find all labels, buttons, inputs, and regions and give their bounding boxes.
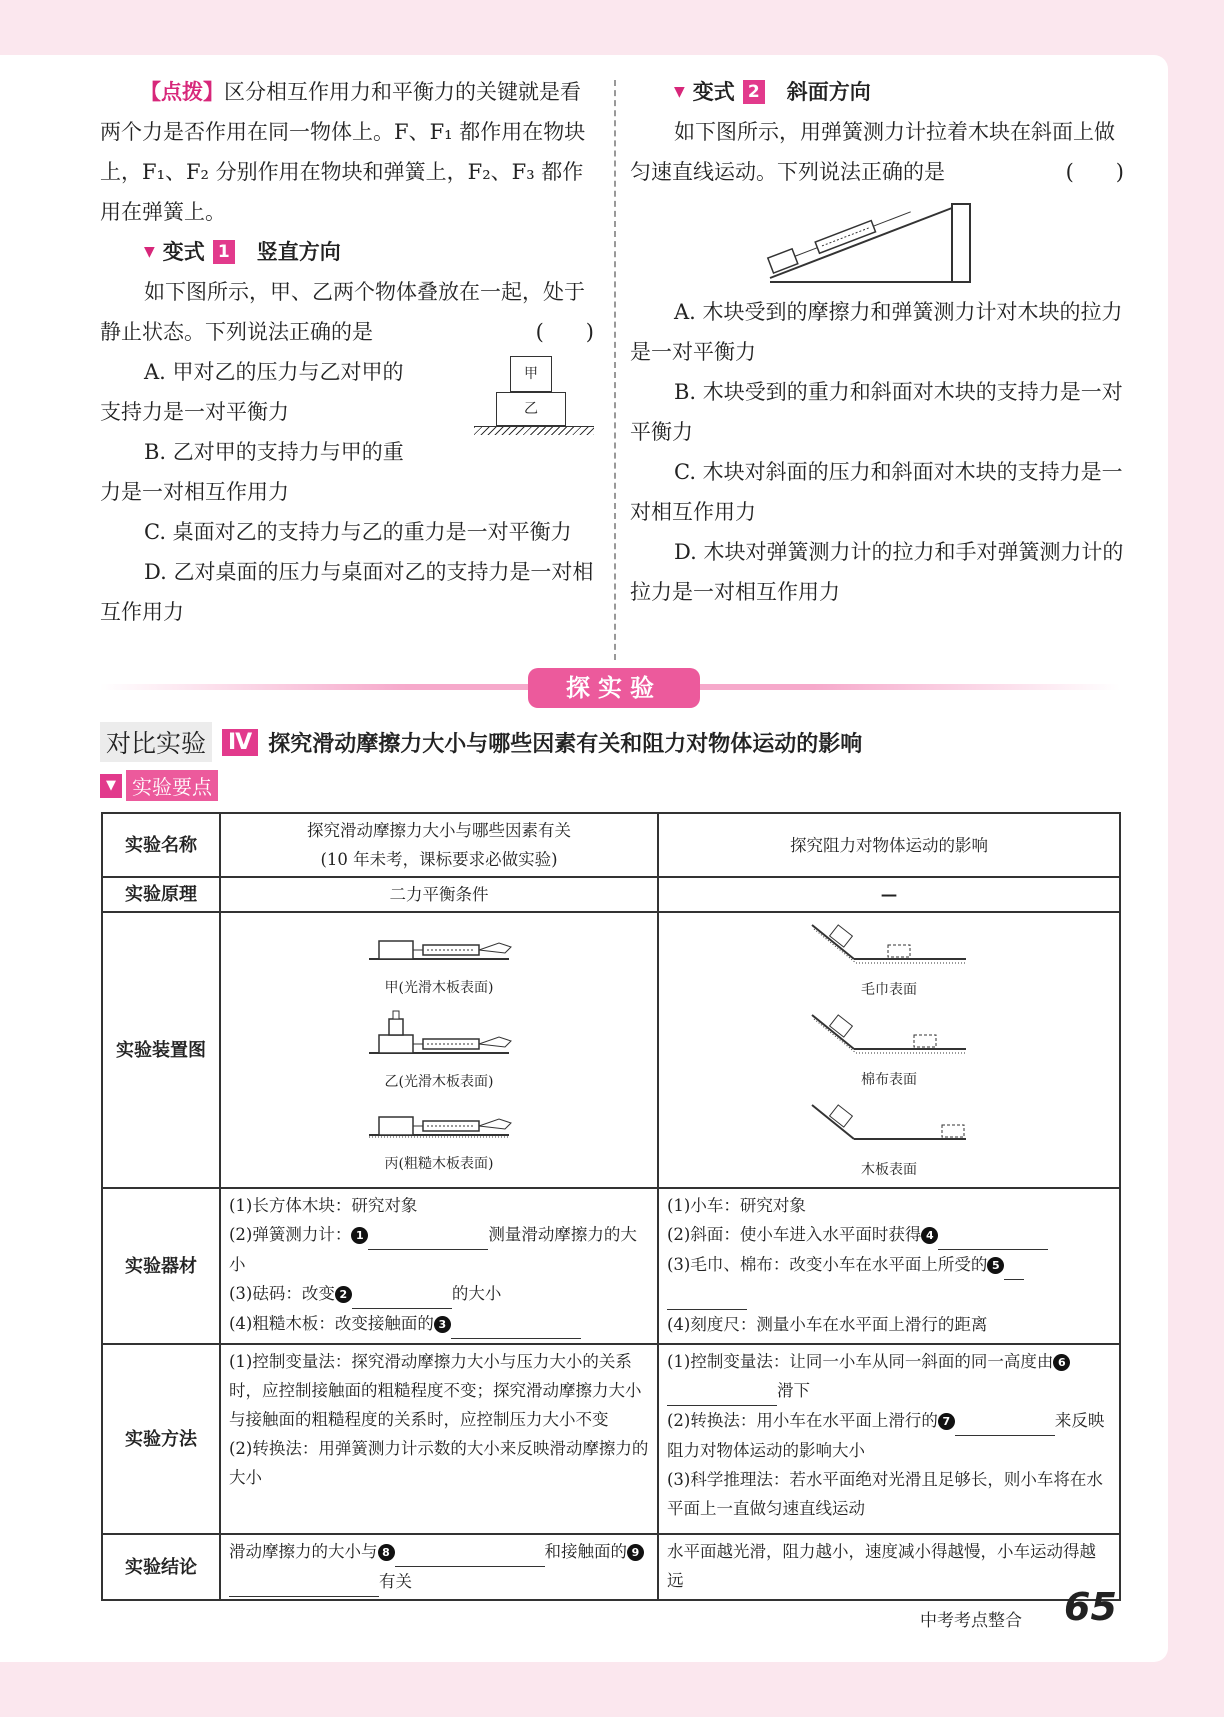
blank-number: 4 [921,1227,938,1244]
question-1: 如下图所示，甲、乙两个物体叠放在一起，处于静止状态。下列说法正确的是 ( ) [100,272,594,352]
row-header: 实验结论 [102,1534,220,1600]
triangle-icon: ▼ [144,244,155,260]
cell: 二力平衡条件 [220,877,658,912]
friction-apparatus-cell [220,912,658,1188]
tip-text: 区分相互作用力和平衡力的关键就是看两个力是否作用在同一物体上。F、F₁ 都作用在物块上，F₁、F₂ 分别作用在物块和弹簧上，F₂、F₃ 都作用在弹簧上。 [100,80,586,224]
variant-number: 1 [213,240,235,264]
triangle-icon: ▼ [674,84,685,100]
blank-number: 5 [987,1257,1004,1274]
resistance-apparatus-cell [658,912,1120,1188]
figure-caption: 甲(光滑木板表面) [384,980,494,996]
cell: 探究滑动摩擦力大小与哪些因素有关 (10 年未考，课标要求必做实验) [220,813,658,877]
blank-line [395,1537,545,1567]
table-row [102,813,1120,877]
variant-number: 2 [743,80,765,104]
friction-setup-figure [359,921,519,965]
blank-number: 1 [351,1227,368,1244]
page-number: 65 [1064,1585,1117,1629]
question-2: 如下图所示，用弹簧测力计拉着木块在斜面上做匀速直线运动。下列说法正确的是 ( ) [630,112,1124,192]
section-banner: 探实验 [528,668,700,708]
option-d: D. 乙对桌面的压力与桌面对乙的支持力是一对相互作用力 [100,560,594,624]
table-row [102,1344,1120,1534]
right-column [630,72,1124,612]
block-yi: 乙 [496,392,566,426]
answer-paren: ( ) [535,320,594,344]
variant-title: 斜面方向 [786,80,871,104]
option-a: A. 木块受到的摩擦力和弹簧测力计对木块的拉力是一对平衡力 [630,300,1123,364]
friction-setup-figure [359,1097,519,1141]
subsection-label: 实验要点 [126,770,218,801]
option-c: C. 桌面对乙的支持力与乙的重力是一对平衡力 [144,520,572,544]
cell: — [658,877,1120,912]
column-divider [614,80,616,660]
cell: (1)小车：研究对象 (2)斜面：使小车进入水平面时获得 4 (3)毛巾、棉布：改变小车在水平面上所受的 5 (4)刻度尺：测量小车在水平面上滑行的距离 [658,1188,1120,1344]
table-row [102,877,1120,912]
blank-line [229,1567,379,1597]
table-row [102,1188,1120,1344]
figure-caption: 毛巾表面 [861,982,917,998]
figure-caption: 棉布表面 [861,1072,917,1088]
friction-setup-figure [359,1003,519,1059]
blank-line [1004,1250,1024,1280]
footer-text: 中考考点整合 [920,1611,1022,1631]
cell: 滑动摩擦力的大小与 8 和接触面的 9 有关 [220,1534,658,1600]
blank-line [667,1376,777,1406]
variant-2-heading: ▼ 变式 2 斜面方向 [674,72,1124,112]
row-header: 实验方法 [102,1344,220,1534]
section-heading [100,722,862,762]
blank-line [667,1280,747,1310]
experiment-table [101,812,1121,1601]
cell: (1)长方体木块：研究对象 (2)弹簧测力计： 1 测量滑动摩擦力的大小 (3)砝码：改变 2 的大小 (4)粗糙木板：改变接触面的 3 [220,1188,658,1344]
table-row [102,1534,1120,1600]
table-surface [474,426,594,435]
variant-title: 竖直方向 [256,240,341,264]
subsection-heading [100,770,218,801]
option-b: B. 木块受到的重力和斜面对木块的支持力是一对平衡力 [630,380,1123,444]
cell: 水平面越光滑，阻力越小，速度减小得越慢，小车运动得越远 [658,1534,1120,1600]
blank-number: 8 [378,1544,395,1561]
blank-number: 2 [335,1286,352,1303]
cell: 探究阻力对物体运动的影响 [658,813,1120,877]
blank-line [955,1406,1055,1436]
answer-paren: ( ) [1065,160,1124,184]
option-c: C. 木块对斜面的压力和斜面对木块的支持力是一对相互作用力 [630,460,1123,524]
table-row [102,912,1120,1188]
section-tag: 对比实验 [100,722,212,762]
section-title: 探究滑动摩擦力大小与哪些因素有关和阻力对物体运动的影响 [268,731,863,757]
incline-cart-figure [804,1095,974,1147]
incline-cart-figure [804,1005,974,1057]
incline-figure [630,192,1124,292]
incline-spring-scale-svg [630,192,1124,292]
row-header: 实验名称 [102,813,220,877]
figure-caption: 丙(粗糙木板表面) [384,1156,494,1172]
variant-1-heading: ▼ 变式 1 竖直方向 [144,232,594,272]
figure-caption: 乙(光滑木板表面) [384,1074,494,1090]
incline-cart-figure [804,915,974,967]
blank-number: 6 [1053,1354,1070,1371]
blank-line [451,1309,581,1339]
tip-tag: 【点拨】 [140,80,224,104]
option-d: D. 木块对弹簧测力计的拉力和手对弹簧测力计的拉力是一对相互作用力 [630,540,1124,604]
row-header: 实验装置图 [102,912,220,1188]
stacked-blocks-figure [474,356,594,436]
option-a: A. 甲对乙的压力与乙对甲的 [144,360,404,384]
section-roman: Ⅳ [222,729,258,756]
option-b: B. 乙对甲的支持力与甲的重 [144,440,404,464]
row-header: 实验器材 [102,1188,220,1344]
q1-options: 甲 乙 A. 甲对乙的压力与乙对甲的 支持力是一对平衡力 B. 乙对甲的支持力与甲的重 力是一对相互作用力 C. 桌面对乙的支持力与乙的重力是一对平衡力 D. 乙对桌面的压力与桌面对乙的支持力是一对相互作用力 [100,352,594,632]
cell: (1)控制变量法：让同一小车从同一斜面的同一高度由 6 滑下 (2)转换法：用小车在水平面上滑行的 7 来反映阻力对物体运动的影响大小 (3)科学推理法：若水平面绝对光滑且足够长，则小车将在水平面上一直做匀速直线运动 [658,1344,1120,1534]
blank-number: 3 [434,1316,451,1333]
blank-line [938,1220,1048,1250]
blank-number: 7 [938,1413,955,1430]
blank-line [368,1220,488,1250]
chevron-down-icon: ▼ [100,774,122,798]
left-column [100,72,594,632]
blank-line [352,1279,452,1309]
cell: (1)控制变量法：探究滑动摩擦力大小与压力大小的关系时，应控制接触面的粗糙程度不变；探究滑动摩擦力大小与接触面的粗糙程度的关系时，应控制压力大小不变 (2)转换法：用弹簧测力计示数的大小来反映滑动摩擦力的大小 [220,1344,658,1534]
row-header: 实验原理 [102,877,220,912]
block-jia: 甲 [510,356,552,392]
figure-caption: 木板表面 [861,1162,917,1178]
blank-number: 9 [627,1544,644,1561]
